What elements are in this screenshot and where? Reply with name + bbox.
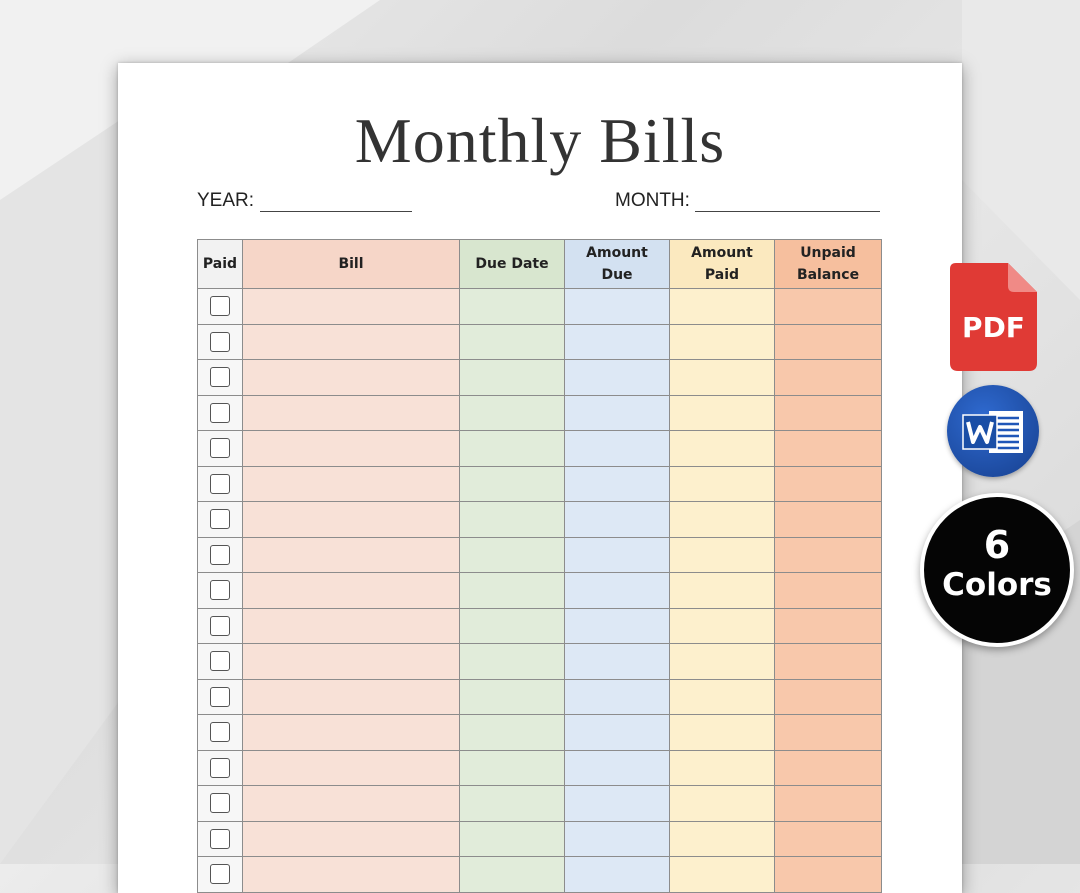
bill-cell[interactable]: [243, 466, 460, 502]
header-amount-paid-line1: Amount: [691, 245, 753, 261]
amount-paid-cell[interactable]: [670, 750, 775, 786]
table-row: [198, 821, 882, 857]
unpaid-balance-cell[interactable]: [775, 750, 882, 786]
table-row: [198, 750, 882, 786]
unpaid-balance-cell[interactable]: [775, 644, 882, 680]
unpaid-balance-cell[interactable]: [775, 502, 882, 538]
paid-checkbox[interactable]: [210, 438, 230, 458]
due-date-cell[interactable]: [460, 821, 565, 857]
amount-paid-cell[interactable]: [670, 466, 775, 502]
table-row: [198, 537, 882, 573]
unpaid-balance-cell[interactable]: [775, 537, 882, 573]
amount-paid-cell[interactable]: [670, 395, 775, 431]
due-date-cell[interactable]: [460, 644, 565, 680]
table-row: [198, 644, 882, 680]
amount-paid-cell[interactable]: [670, 431, 775, 467]
header-paid: Paid: [198, 240, 243, 289]
amount-due-cell[interactable]: [565, 644, 670, 680]
amount-paid-cell[interactable]: [670, 715, 775, 751]
amount-paid-cell[interactable]: [670, 857, 775, 893]
amount-due-cell[interactable]: [565, 786, 670, 822]
paid-checkbox[interactable]: [210, 793, 230, 813]
amount-due-cell[interactable]: [565, 715, 670, 751]
pdf-badge: [950, 263, 1037, 371]
table-row: [198, 786, 882, 822]
bill-cell[interactable]: [243, 857, 460, 893]
paid-cell[interactable]: [198, 466, 243, 502]
amount-paid-cell[interactable]: [670, 360, 775, 396]
year-field[interactable]: [260, 211, 412, 212]
bill-cell[interactable]: [243, 679, 460, 715]
paid-checkbox[interactable]: [210, 829, 230, 849]
table-row: [198, 324, 882, 360]
amount-paid-cell[interactable]: [670, 644, 775, 680]
unpaid-balance-cell[interactable]: [775, 715, 882, 751]
amount-paid-cell[interactable]: [670, 502, 775, 538]
bill-cell[interactable]: [243, 537, 460, 573]
due-date-cell[interactable]: [460, 360, 565, 396]
unpaid-balance-cell[interactable]: [775, 608, 882, 644]
table-row: [198, 466, 882, 502]
paid-checkbox[interactable]: [210, 687, 230, 707]
bills-table: [197, 239, 882, 893]
header-bill: Bill: [243, 240, 460, 289]
page-title: Monthly Bills: [354, 105, 726, 176]
due-date-cell[interactable]: [460, 786, 565, 822]
due-date-cell[interactable]: [460, 324, 565, 360]
bill-cell[interactable]: [243, 431, 460, 467]
amount-paid-cell[interactable]: [670, 821, 775, 857]
paid-cell[interactable]: [198, 644, 243, 680]
paid-cell[interactable]: [198, 821, 243, 857]
paid-checkbox[interactable]: [210, 545, 230, 565]
paid-checkbox[interactable]: [210, 616, 230, 636]
due-date-cell[interactable]: [460, 431, 565, 467]
unpaid-balance-cell[interactable]: [775, 324, 882, 360]
table-header-row: [198, 240, 882, 289]
unpaid-balance-cell[interactable]: [775, 395, 882, 431]
paid-cell[interactable]: [198, 360, 243, 396]
paid-cell[interactable]: [198, 573, 243, 609]
table-row: [198, 857, 882, 893]
colors-label: Colors: [942, 567, 1052, 603]
amount-due-cell[interactable]: [565, 537, 670, 573]
amount-due-cell[interactable]: [565, 466, 670, 502]
paid-checkbox[interactable]: [210, 367, 230, 387]
amount-paid-cell[interactable]: [670, 679, 775, 715]
paid-checkbox[interactable]: [210, 722, 230, 742]
table-row: [198, 715, 882, 751]
bill-tracker-sheet: [118, 63, 962, 893]
bill-cell[interactable]: [243, 360, 460, 396]
due-date-cell[interactable]: [460, 289, 565, 325]
bill-cell[interactable]: [243, 786, 460, 822]
paid-checkbox[interactable]: [210, 580, 230, 600]
table-row: [198, 502, 882, 538]
unpaid-balance-cell[interactable]: [775, 360, 882, 396]
paid-checkbox[interactable]: [210, 332, 230, 352]
due-date-cell[interactable]: [460, 573, 565, 609]
paid-cell[interactable]: [198, 537, 243, 573]
colors-count: 6: [983, 523, 1011, 567]
bill-cell[interactable]: [243, 395, 460, 431]
header-amount-due-line2: Due: [601, 267, 633, 283]
table-row: [198, 573, 882, 609]
amount-due-cell[interactable]: [565, 431, 670, 467]
paid-checkbox[interactable]: [210, 651, 230, 671]
table-row: [198, 395, 882, 431]
word-document-icon: [947, 385, 1039, 477]
year-label: YEAR:: [197, 190, 255, 211]
unpaid-balance-cell[interactable]: [775, 821, 882, 857]
due-date-cell[interactable]: [460, 679, 565, 715]
paid-checkbox[interactable]: [210, 403, 230, 423]
amount-paid-cell[interactable]: [670, 537, 775, 573]
paid-cell[interactable]: [198, 395, 243, 431]
paid-cell[interactable]: [198, 786, 243, 822]
paid-checkbox[interactable]: [210, 296, 230, 316]
table-row: [198, 608, 882, 644]
amount-due-cell[interactable]: [565, 857, 670, 893]
month-label: MONTH:: [615, 190, 690, 211]
amount-due-cell[interactable]: [565, 502, 670, 538]
table-row: [198, 360, 882, 396]
header-amount-due: [565, 240, 670, 289]
amount-due-cell[interactable]: [565, 679, 670, 715]
unpaid-balance-cell[interactable]: [775, 786, 882, 822]
paid-cell[interactable]: [198, 502, 243, 538]
paid-checkbox[interactable]: [210, 864, 230, 884]
amount-due-cell[interactable]: [565, 608, 670, 644]
due-date-cell[interactable]: [460, 537, 565, 573]
amount-due-cell[interactable]: [565, 573, 670, 609]
paid-cell[interactable]: [198, 679, 243, 715]
bill-cell[interactable]: [243, 289, 460, 325]
month-field[interactable]: [695, 211, 880, 212]
unpaid-balance-cell[interactable]: [775, 573, 882, 609]
amount-due-cell[interactable]: [565, 395, 670, 431]
due-date-cell[interactable]: [460, 502, 565, 538]
bill-cell[interactable]: [243, 750, 460, 786]
paid-checkbox[interactable]: [210, 758, 230, 778]
amount-due-cell[interactable]: [565, 750, 670, 786]
amount-paid-cell[interactable]: [670, 289, 775, 325]
paid-cell[interactable]: [198, 431, 243, 467]
unpaid-balance-cell[interactable]: [775, 857, 882, 893]
unpaid-balance-cell[interactable]: [775, 289, 882, 325]
bill-cell[interactable]: [243, 324, 460, 360]
table-row: [198, 289, 882, 325]
amount-due-cell[interactable]: [565, 324, 670, 360]
header-amount-paid-line2: Paid: [704, 267, 740, 283]
amount-paid-cell[interactable]: [670, 573, 775, 609]
bill-cell[interactable]: [243, 502, 460, 538]
due-date-cell[interactable]: [460, 857, 565, 893]
amount-due-cell[interactable]: [565, 821, 670, 857]
amount-due-cell[interactable]: [565, 360, 670, 396]
paid-cell[interactable]: [198, 750, 243, 786]
paid-checkbox[interactable]: [210, 509, 230, 529]
unpaid-balance-cell[interactable]: [775, 466, 882, 502]
header-due-date: Due Date: [460, 240, 565, 289]
paid-cell[interactable]: [198, 289, 243, 325]
header-unpaid-balance: [775, 240, 882, 289]
table-row: [198, 679, 882, 715]
bill-cell[interactable]: [243, 608, 460, 644]
colors-badge: [920, 493, 1074, 647]
paid-cell[interactable]: [198, 324, 243, 360]
header-unpaid-balance-line2: Balance: [796, 267, 860, 283]
header-unpaid-balance-line1: Unpaid: [800, 245, 856, 261]
table-row: [198, 431, 882, 467]
header-amount-paid: [670, 240, 775, 289]
paid-checkbox[interactable]: [210, 474, 230, 494]
bill-cell[interactable]: [243, 821, 460, 857]
paid-cell[interactable]: [198, 608, 243, 644]
amount-due-cell[interactable]: [565, 289, 670, 325]
word-badge: [947, 385, 1039, 477]
due-date-cell[interactable]: [460, 395, 565, 431]
paid-cell[interactable]: [198, 857, 243, 893]
header-amount-due-line1: Amount: [586, 245, 648, 261]
unpaid-balance-cell[interactable]: [775, 679, 882, 715]
due-date-cell[interactable]: [460, 715, 565, 751]
amount-paid-cell[interactable]: [670, 324, 775, 360]
due-date-cell[interactable]: [460, 608, 565, 644]
pdf-label: PDF: [962, 311, 1025, 344]
due-date-cell[interactable]: [460, 466, 565, 502]
bill-cell[interactable]: [243, 573, 460, 609]
amount-paid-cell[interactable]: [670, 786, 775, 822]
bill-cell[interactable]: [243, 644, 460, 680]
due-date-cell[interactable]: [460, 750, 565, 786]
bill-cell[interactable]: [243, 715, 460, 751]
paid-cell[interactable]: [198, 715, 243, 751]
amount-paid-cell[interactable]: [670, 608, 775, 644]
unpaid-balance-cell[interactable]: [775, 431, 882, 467]
bills-table-body: [198, 289, 882, 893]
